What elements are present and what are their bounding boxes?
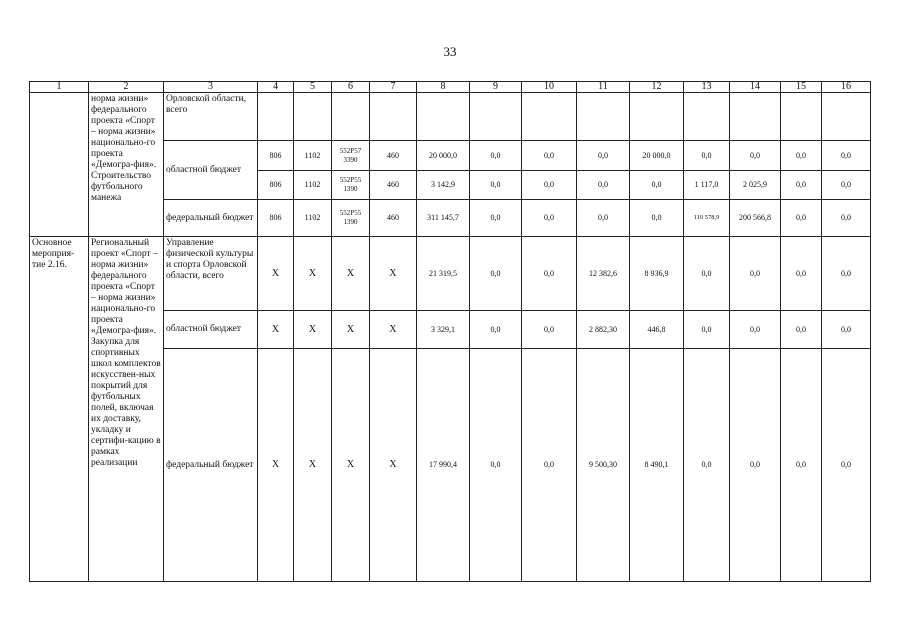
project-description: Региональный проект «Спорт – норма жизни» федерального проекта «Спорт – норма жизни» национально-го проекта «Демогра-фия». Закупка для спортивных школ комплектов искусствен-ных покрытий для футбольных полей, включая их доставку, укладку и сертифи-кацию в рамках реализации xyxy=(89,237,164,582)
column-number: 9 xyxy=(470,82,522,93)
value-cell: 806 xyxy=(258,141,294,171)
value-cell xyxy=(577,93,630,141)
measure-cell xyxy=(30,93,89,237)
value-cell xyxy=(370,93,417,141)
value-cell: 1 117,0 xyxy=(684,171,730,200)
value-cell xyxy=(781,93,822,141)
column-number: 4 xyxy=(258,82,294,93)
value-cell: 552P55 1390 xyxy=(332,171,370,200)
executor-cell: Орловской области, всего xyxy=(164,93,258,141)
value-cell xyxy=(332,93,370,141)
value-cell: 0,0 xyxy=(470,171,522,200)
value-cell: 20 000,0 xyxy=(417,141,470,171)
column-number: 1 xyxy=(30,82,89,93)
column-number: 15 xyxy=(781,82,822,93)
value-cell: 311 145,7 xyxy=(417,200,470,237)
value-cell: X xyxy=(258,349,294,582)
budget-source-cell: федеральный бюджет xyxy=(164,200,258,237)
value-cell: 21 319,5 xyxy=(417,237,470,311)
value-cell: 0,0 xyxy=(470,237,522,311)
value-cell: 0,0 xyxy=(684,237,730,311)
value-cell: 0,0 xyxy=(822,237,871,311)
value-cell: X xyxy=(332,349,370,582)
value-cell xyxy=(730,93,781,141)
value-cell: 9 500,30 xyxy=(577,349,630,582)
value-cell: 20 000,0 xyxy=(630,141,684,171)
value-cell: 0,0 xyxy=(730,237,781,311)
column-number: 13 xyxy=(684,82,730,93)
value-cell: X xyxy=(370,311,417,349)
value-cell xyxy=(258,93,294,141)
column-number: 16 xyxy=(822,82,871,93)
value-cell: 8 936,9 xyxy=(630,237,684,311)
column-number: 14 xyxy=(730,82,781,93)
column-number-row xyxy=(30,82,871,93)
value-cell: 1102 xyxy=(294,200,332,237)
value-cell: 0,0 xyxy=(781,171,822,200)
table-row xyxy=(30,93,871,141)
value-cell xyxy=(417,93,470,141)
value-cell: X xyxy=(370,237,417,311)
value-cell: 806 xyxy=(258,200,294,237)
value-cell: 0,0 xyxy=(630,200,684,237)
value-cell: X xyxy=(332,237,370,311)
value-cell: 0,0 xyxy=(470,200,522,237)
value-cell xyxy=(684,93,730,141)
value-cell: 0,0 xyxy=(822,200,871,237)
value-cell xyxy=(630,93,684,141)
value-cell: 2 025,9 xyxy=(730,171,781,200)
value-cell: X xyxy=(294,349,332,582)
value-cell: 0,0 xyxy=(470,141,522,171)
value-cell: 0,0 xyxy=(630,171,684,200)
value-cell xyxy=(470,93,522,141)
value-cell: 446,8 xyxy=(630,311,684,349)
value-cell: 0,0 xyxy=(781,237,822,311)
value-cell: 0,0 xyxy=(730,141,781,171)
budget-table xyxy=(29,81,871,582)
value-cell: 460 xyxy=(370,141,417,171)
value-cell: 1102 xyxy=(294,141,332,171)
value-cell: 0,0 xyxy=(522,141,577,171)
value-cell: 460 xyxy=(370,171,417,200)
value-cell: 0,0 xyxy=(822,349,871,582)
budget-source-cell: областной бюджет xyxy=(164,311,258,349)
measure-cell: Основное мероприя-тие 2.16. xyxy=(30,237,89,582)
column-number: 11 xyxy=(577,82,630,93)
value-cell: 0,0 xyxy=(822,141,871,171)
value-cell: 552P55 1390 xyxy=(332,200,370,237)
page-number: 33 xyxy=(443,44,457,59)
value-cell: 0,0 xyxy=(684,349,730,582)
column-number: 3 xyxy=(164,82,258,93)
value-cell: 0,0 xyxy=(684,311,730,349)
value-cell: 110 578,9 xyxy=(684,200,730,237)
value-cell: 3 329,1 xyxy=(417,311,470,349)
value-cell: X xyxy=(258,311,294,349)
project-description: норма жизни» федерального проекта «Спорт – норма жизни» национально-го проекта «Демогра-фия». Строительство футбольного манежа xyxy=(89,93,164,237)
value-cell: 0,0 xyxy=(684,141,730,171)
value-cell: 0,0 xyxy=(522,349,577,582)
value-cell: 552P57 3390 xyxy=(332,141,370,171)
value-cell: 0,0 xyxy=(781,200,822,237)
table-row xyxy=(30,237,871,311)
value-cell: 0,0 xyxy=(470,311,522,349)
value-cell: 0,0 xyxy=(577,141,630,171)
column-number: 10 xyxy=(522,82,577,93)
value-cell xyxy=(822,93,871,141)
column-number: 5 xyxy=(294,82,332,93)
value-cell xyxy=(294,93,332,141)
value-cell: 806 xyxy=(258,171,294,200)
value-cell: 17 990,4 xyxy=(417,349,470,582)
value-cell: 3 142,9 xyxy=(417,171,470,200)
value-cell: 8 490,1 xyxy=(630,349,684,582)
value-cell: X xyxy=(258,237,294,311)
value-cell: X xyxy=(294,311,332,349)
column-number: 8 xyxy=(417,82,470,93)
column-number: 12 xyxy=(630,82,684,93)
value-cell: 0,0 xyxy=(522,171,577,200)
value-cell: 0,0 xyxy=(730,311,781,349)
value-cell: 0,0 xyxy=(470,349,522,582)
value-cell: 0,0 xyxy=(781,141,822,171)
budget-source-cell: областной бюджет xyxy=(164,141,258,200)
executor-cell: Управление физической культуры и спорта Орловской области, всего xyxy=(164,237,258,311)
value-cell: 0,0 xyxy=(522,237,577,311)
value-cell: 0,0 xyxy=(522,200,577,237)
value-cell: 0,0 xyxy=(781,349,822,582)
column-number: 6 xyxy=(332,82,370,93)
value-cell: 0,0 xyxy=(577,171,630,200)
column-number: 7 xyxy=(370,82,417,93)
value-cell: 200 566,8 xyxy=(730,200,781,237)
column-number: 2 xyxy=(89,82,164,93)
value-cell: 2 882,30 xyxy=(577,311,630,349)
value-cell: 12 382,6 xyxy=(577,237,630,311)
budget-source-cell: федеральный бюджет xyxy=(164,349,258,582)
value-cell: X xyxy=(370,349,417,582)
value-cell: X xyxy=(332,311,370,349)
value-cell: 1102 xyxy=(294,171,332,200)
value-cell: 460 xyxy=(370,200,417,237)
value-cell: 0,0 xyxy=(781,311,822,349)
value-cell xyxy=(522,93,577,141)
value-cell: 0,0 xyxy=(822,311,871,349)
value-cell: 0,0 xyxy=(730,349,781,582)
value-cell: 0,0 xyxy=(522,311,577,349)
value-cell: 0,0 xyxy=(577,200,630,237)
value-cell: X xyxy=(294,237,332,311)
value-cell: 0,0 xyxy=(822,171,871,200)
